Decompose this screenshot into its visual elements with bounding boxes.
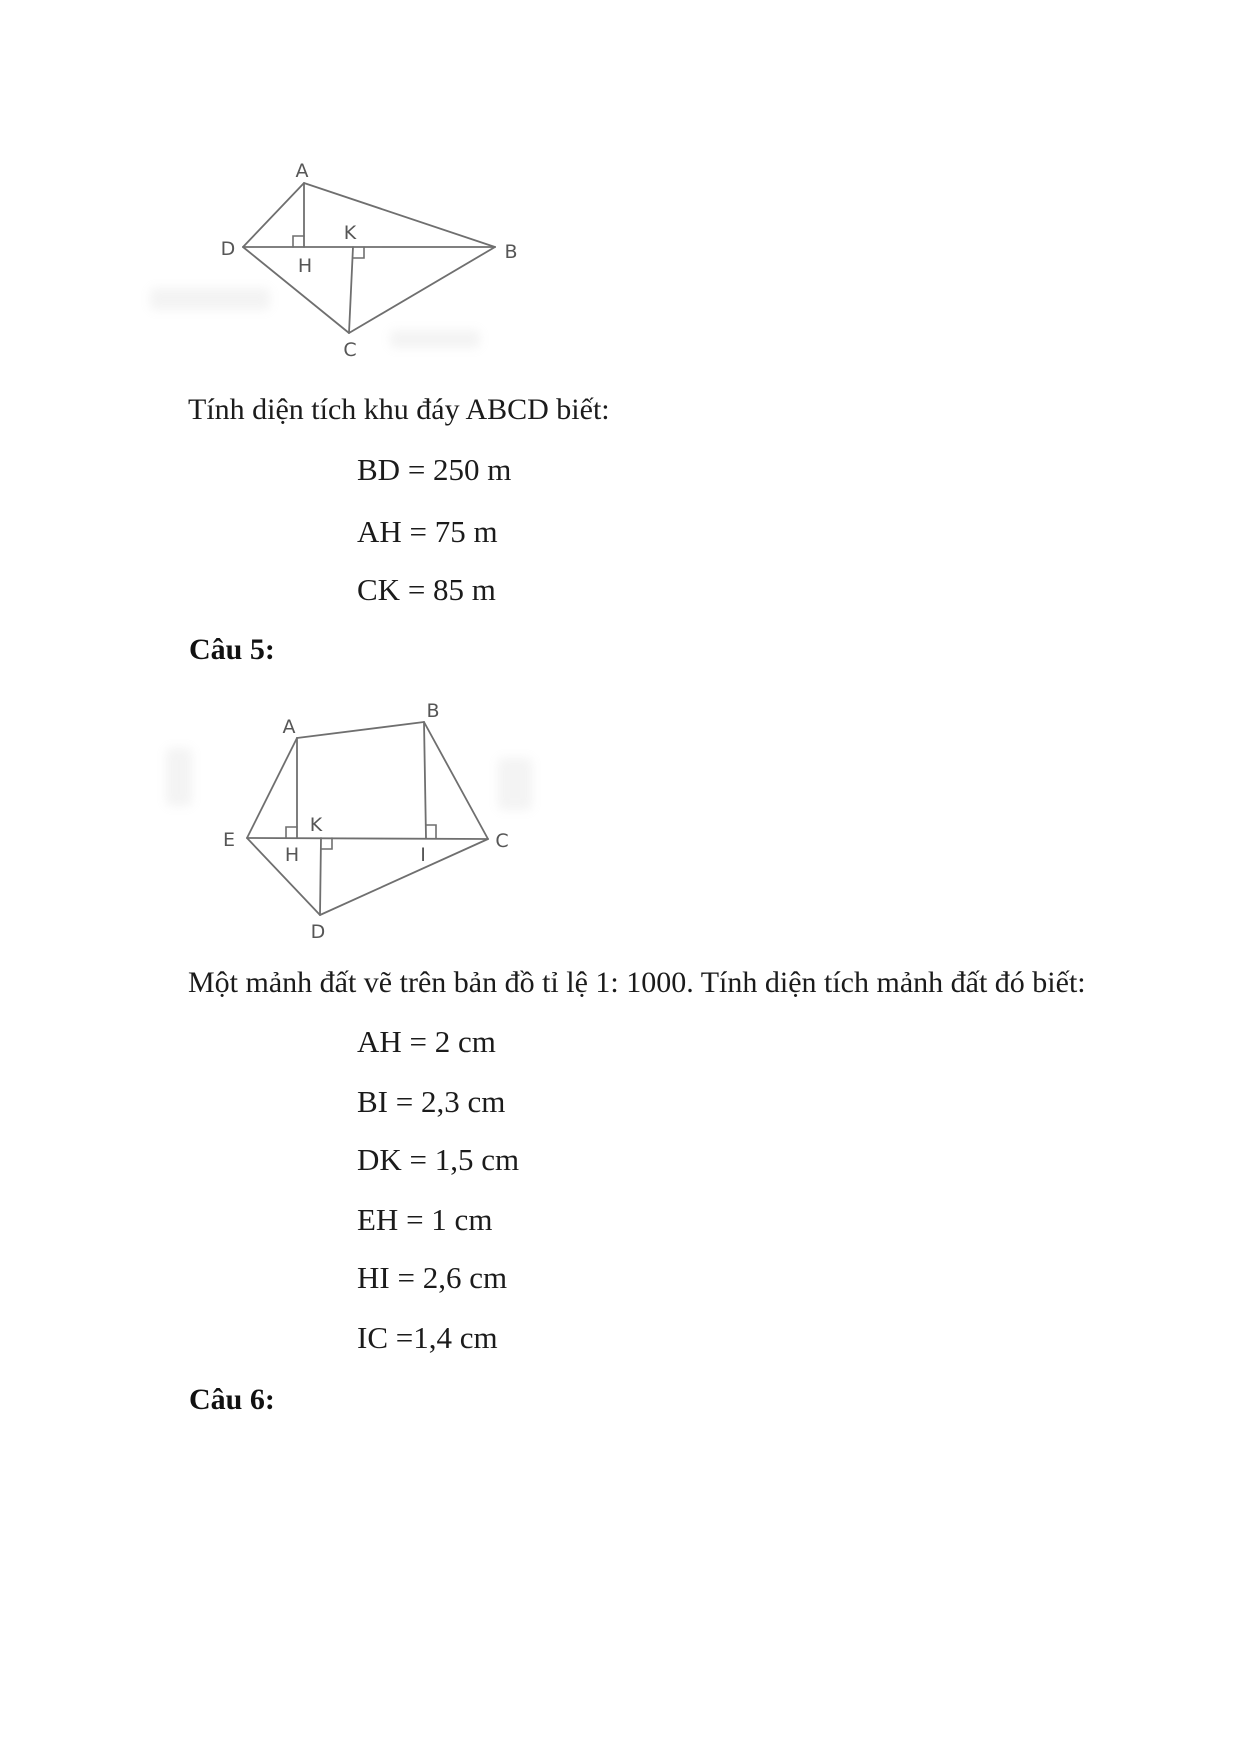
fig2-height-bi (424, 722, 426, 838)
fig2-vertex-label-a: A (282, 716, 296, 738)
fig2-vertex-label-c: C (495, 830, 509, 852)
fig2-right-angle-h (286, 827, 297, 838)
fig1-vertex-label-b: B (504, 241, 518, 263)
fig2-vertex-label-d: D (310, 921, 326, 943)
fig1-height-ck (349, 247, 353, 333)
heading-cau-5: Câu 5: (189, 633, 275, 666)
fig2-foot-label-k: K (309, 814, 323, 836)
fig2-edge-cd (320, 839, 488, 915)
fig2-edge-de (247, 838, 320, 915)
fig1-edge-cb (349, 247, 495, 333)
measurement-bi: BI = 2,3 cm (357, 1084, 506, 1119)
measurement-ah: AH = 75 m (357, 514, 498, 549)
problem4-intro-text: Tính diện tích khu đáy ABCD biết: (188, 393, 610, 426)
fig1-edge-da (243, 183, 304, 247)
problem5-intro-text: Một mảnh đất vẽ trên bản đồ tỉ lệ 1: 1000. Tính diện tích mảnh đất đó biết: (188, 966, 1086, 999)
fig1-right-angle-h (293, 236, 304, 247)
measurement-ah2: AH = 2 cm (357, 1024, 496, 1059)
measurement-eh: EH = 1 cm (357, 1202, 493, 1237)
measurement-ck: CK = 85 m (357, 572, 496, 607)
heading-cau-6: Câu 6: (189, 1383, 275, 1416)
fig2-foot-label-h: H (284, 844, 300, 866)
fig1-edge-ab (304, 183, 495, 247)
measurement-bd: BD = 250 m (357, 452, 512, 487)
fig1-edge-dc (243, 247, 349, 333)
fig1-right-angle-k (354, 247, 365, 258)
measurement-dk: DK = 1,5 cm (357, 1142, 520, 1177)
figure-quadrilateral-abcd (180, 125, 530, 370)
fig2-edge-ea (247, 738, 297, 838)
fig2-edge-ab (297, 722, 424, 738)
fig1-vertex-label-c: C (343, 339, 357, 361)
scan-artifact (166, 748, 192, 806)
fig2-right-angle-i (426, 825, 436, 838)
fig1-vertex-label-a: A (295, 160, 309, 182)
measurement-hi: HI = 2,6 cm (357, 1260, 508, 1295)
fig2-base-ec (247, 838, 488, 839)
measurement-ic: IC =1,4 cm (357, 1320, 498, 1355)
fig1-foot-label-h: H (297, 255, 313, 277)
fig2-foot-label-i: I (420, 844, 426, 866)
fig1-vertex-label-d: D (220, 238, 236, 260)
fig1-foot-label-k: K (343, 222, 357, 244)
fig2-right-angle-k (322, 838, 333, 849)
fig2-edge-bc (424, 722, 488, 839)
figure-pentagon-abcde (220, 695, 520, 950)
fig2-vertex-label-b: B (426, 700, 440, 722)
fig2-vertex-label-e: E (222, 829, 236, 851)
fig2-height-dk (320, 838, 321, 915)
